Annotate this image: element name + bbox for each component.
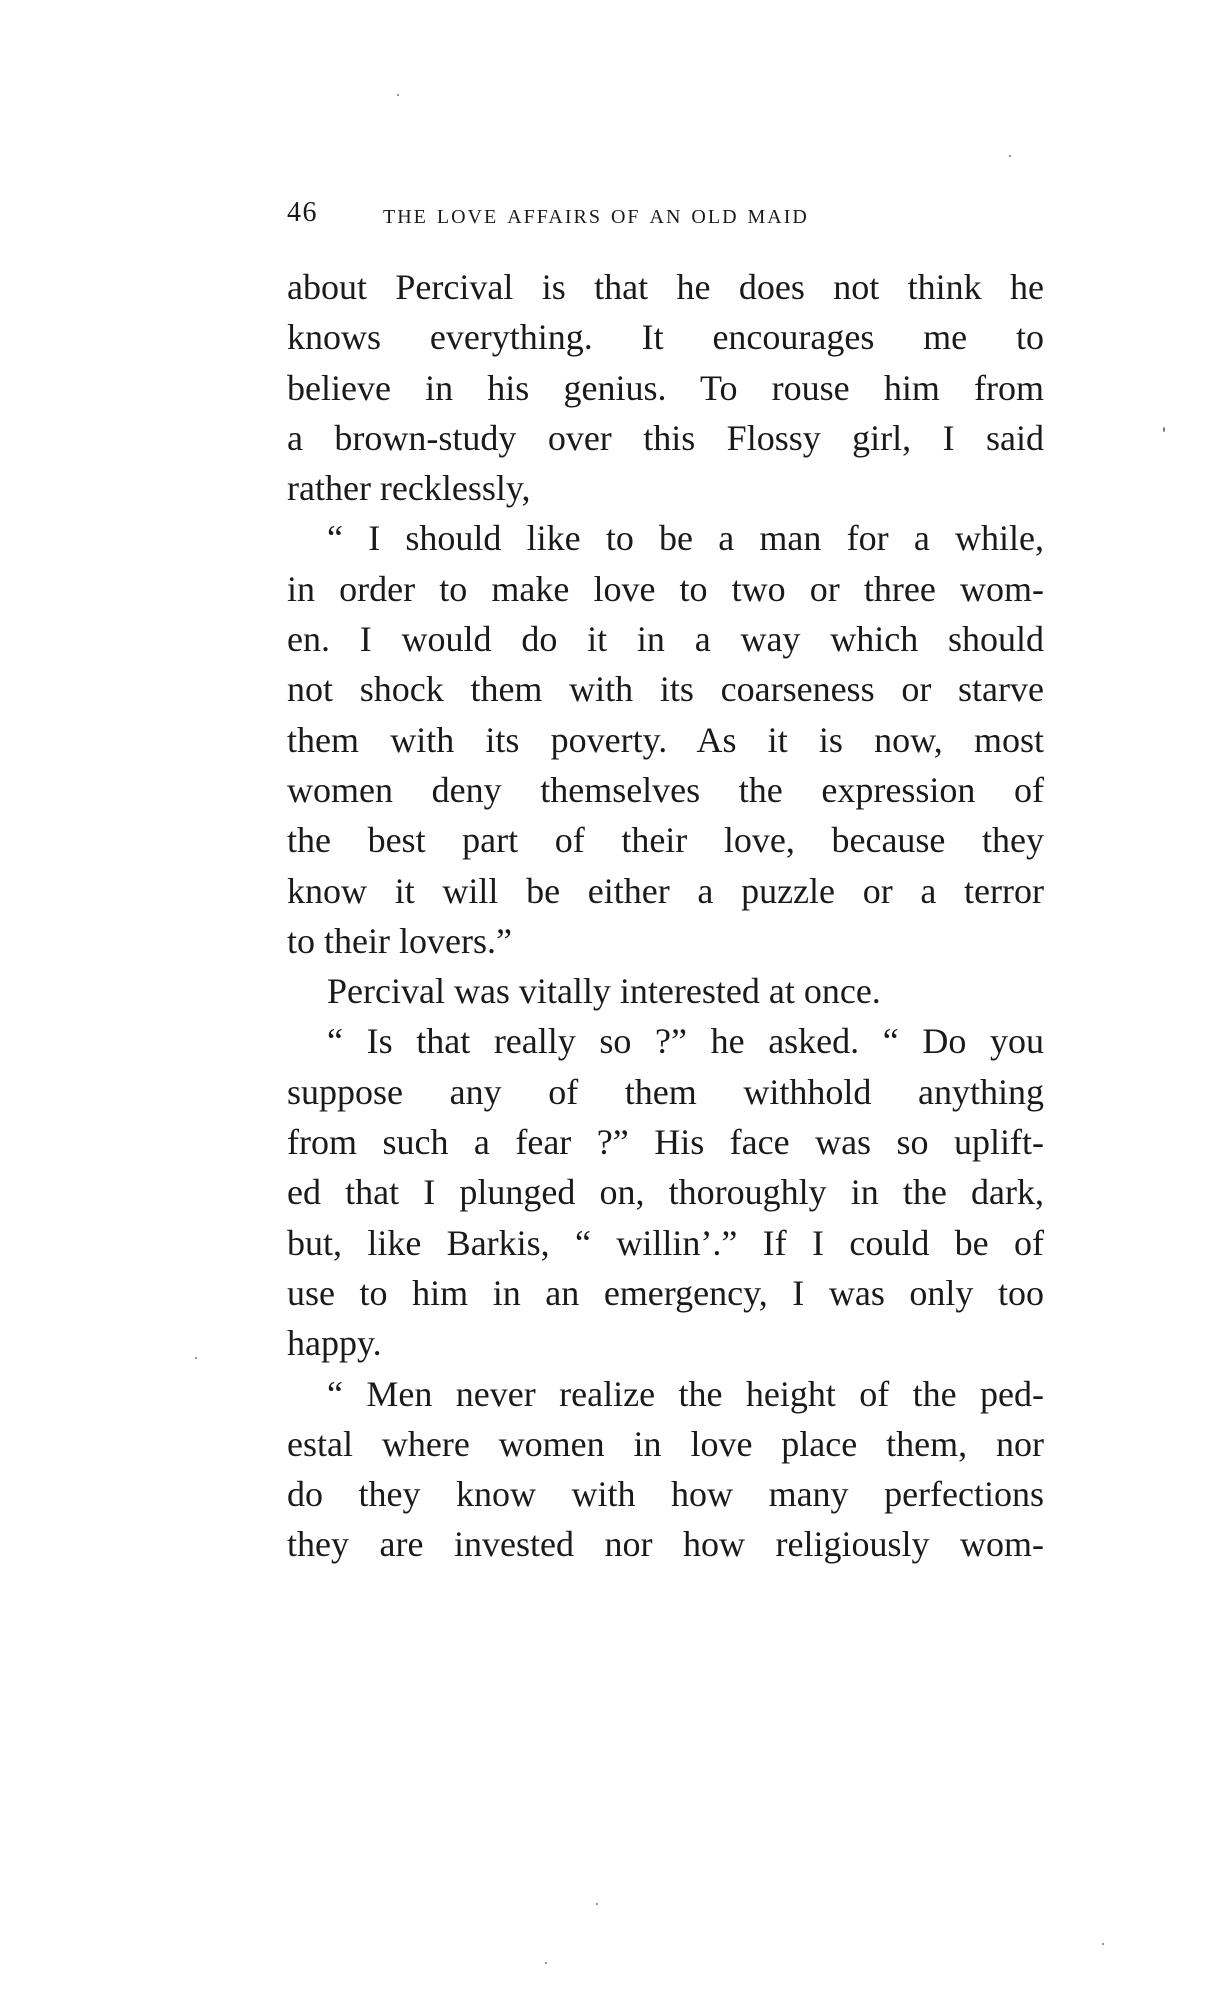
paper-speck [1163,427,1165,432]
text-line: the best part of their love, because they [287,820,1044,861]
paper-speck [545,1962,547,1964]
text-line: women deny themselves the expression of [287,769,1044,810]
text-line: use to him in an emergency, I was only too [287,1272,1044,1313]
running-title: the love affairs of an old maid [383,199,809,230]
text-line: but, like Barkis, “ willin’.” If I could be of [287,1222,1044,1263]
paper-speck [1009,155,1011,157]
paper-speck [596,1903,598,1905]
text-line: suppose any of them withhold anything [287,1071,1044,1112]
text-line: “ I should like to be a man for a while, [327,518,1044,559]
text-line: know it will be either a puzzle or a terror [287,870,1044,911]
text-line: knows everything. It encourages me to [287,317,1044,358]
text-line: believe in his genius. To rouse him from [287,367,1044,408]
text-line: to their lovers.” [287,920,512,961]
text-line: “ Men never realize the height of the ped- [327,1373,1044,1414]
text-line: ed that I plunged on, thoroughly in the dark, [287,1172,1044,1213]
text-line: about Percival is that he does not think he [287,267,1044,307]
text-line: en. I would do it in a way which should [287,619,1044,660]
text-line: not shock them with its coarseness or starve [287,669,1044,710]
paper-speck [195,1357,197,1359]
text-line: Percival was vitally interested at once. [327,971,881,1012]
text-line: “ Is that really so ?” he asked. “ Do you [327,1021,1044,1062]
body-text [287,262,1044,1570]
paper-speck [397,94,399,96]
text-line: rather recklessly, [287,468,531,509]
text-line: do they know with how many perfections [287,1474,1044,1515]
text-line: estal where women in love place them, nor [287,1423,1044,1464]
text-line: in order to make love to two or three wom- [287,568,1044,609]
text-line: they are invested nor how religiously wom- [287,1524,1044,1565]
paper-speck [1102,1943,1104,1945]
text-line: from such a fear ?” His face was so uplift- [287,1122,1044,1163]
page-number: 46 [287,197,318,228]
text-line: happy. [287,1323,382,1364]
text-line: them with its poverty. As it is now, most [287,719,1044,760]
running-head [287,197,1047,229]
text-line: a brown-study over this Flossy girl, I said [287,417,1044,458]
